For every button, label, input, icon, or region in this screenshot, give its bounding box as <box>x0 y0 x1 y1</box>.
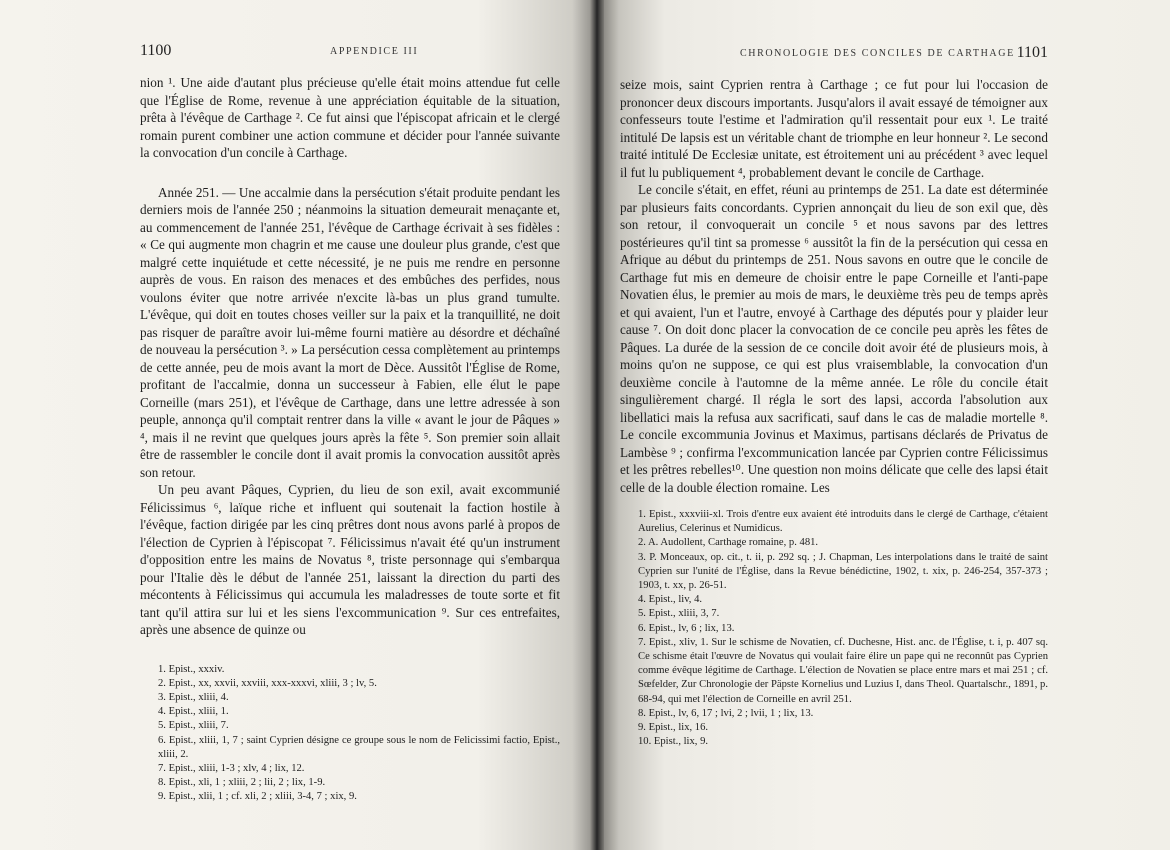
left-paragraph-2: Année 251. — Une accalmie dans la persécution s'était produite pendant les derniers mois de l'année 250 ; néanmoins la situation demeurait menaçante et, au commencement de l'année 251, l'évêque de Carthage écrivait à ses fidèles : « Ce qui augmente mon chagrin et me cause une douleur plus grande, c'est que malgré cette inquiétude et cette nécessité, je ne puis me rendre en personne auprès de vous. En raison des menaces et des embûches des perfides, nous voulons éviter que notre arrivée n'excite là-bas un plus grand tumulte. L'évêque, qui doit en toutes choses veiller sur la paix et la tranquillité, ne doit pas risquer de paraître avoir lui-même fourni matière au désordre et déchaîné de nouveau la persécution ³. » La persécution cessa complètement au printemps de cette année, peu de mois avant la mort de Dèce. Aussitôt l'Église de Rome, profitant de l'accalmie, donna un successeur à Fabien, elle élut le pape Corneille (mars 251), et l'évêque de Carthage, dans une lettre adressée à son peuple, annonça qu'il comptait rentrer dans la ville « avant le jour de Pâques » ⁴, mais il ne revint que quelques jours après la fête ⁵. Son premier soin allait être de rassembler le concile dont il avait promis la convocation aussitôt après son retour. <box>140 184 560 480</box>
right-page-number: 1101 <box>1016 44 1048 61</box>
footnote: 2. Epist., xx, xxvii, xxviii, xxx-xxxvi, xliii, 3 ; lv, 5. <box>158 677 377 689</box>
book-gutter <box>590 0 604 850</box>
right-page <box>596 0 1170 850</box>
right-footnotes <box>620 508 1048 749</box>
left-paragraph-3: Un peu avant Pâques, Cyprien, du lieu de son exil, avait excommunié Félicissimus ⁶, laïque riche et influent qui soutenait la faction hostile à l'évêque, faction dirigée par les cinq prêtres dont nous avons parlé à propos de l'élection de Cyprien à l'épiscopat ⁷. Félicissimus n'avait été qu'un instrument d'opposition entre les mains de Novatus ⁸, triste personnage qui s'embarqua pour l'Italie dès le début de l'année 251, laissant la direction du parti des mécontents à Félicissimus qui accumula les maladresses de toute sorte et fit tant qu'il attira sur lui et les siens l'excommunication ⁹. Sur ces entrefaites, après une absence de quinze ou <box>140 482 560 637</box>
right-paragraph-1: seize mois, saint Cyprien rentra à Carthage ; ce fut pour lui l'occasion de prononcer deux discours importants. Jusqu'alors il avait essayé de témoigner aux confesseurs toute l'estime et l'admiration qu'il ressentait pour eux ¹. Le traité intitulé De lapsis est un véritable chant de triomphe en leur honneur ². Le second traité intitulé De Ecclesiæ unitate, est étroitement uni au précédent ³ avec lequel il fut lu publiquement ⁴, probablement devant le concile de Carthage. <box>620 77 1048 180</box>
footnote: 5. Epist., xliii, 3, 7. <box>638 608 720 620</box>
footnote: 3. Epist., xliii, 4. <box>158 691 229 703</box>
footnote: 6. Epist., lv, 6 ; lix, 13. <box>638 622 735 634</box>
footnote: 2. A. Audollent, Carthage romaine, p. 481. <box>638 537 819 549</box>
footnote: 7. Epist., xliv, 1. Sur le schisme de Novatien, cf. Duchesne, Hist. anc. de l'Église, t. i, p. 407 sq. Ce schisme était l'œuvre de Novatus qui voulait faire élire un pape qui ne reconnût pas Cyprien comme évêque légitime de Carthage. L'élection de Novatien se place entre mars et mai 251 ; cf. Sœfelder, Zur Chronologie der Päpste Kornelius und Luzius I, dans Theol. Quartalschr., 1891, p. 68-94, qui met l'élection de Corneille en avril 251. <box>638 636 1048 705</box>
footnote: 3. P. Monceaux, op. cit., t. ii, p. 292 sq. ; J. Chapman, Les interpolations dans le traité de saint Cyprien sur l'unité de l'Église, dans la Revue bénédictine, 1902, t. xix, p. 246-254, 357-373 ; 1903, t. xx, p. 26-51. <box>638 551 1048 592</box>
footnote: 4. Epist., xliii, 1. <box>158 706 229 718</box>
left-paragraph-1: nion ¹. Une aide d'autant plus précieuse qu'elle était moins attendue fut celle que l'Église de Rome, revenue à une appréciation équitable de la situation, prêta à l'évêque de Carthage ². Ce fut ainsi que l'épiscopat africain et le clergé romain purent combiner une action commune et décider pour l'année suivante la convocation d'un concile à Carthage. <box>140 75 560 160</box>
footnote: 1. Epist., xxxiv. <box>158 663 225 675</box>
footnote: 9. Epist., xlii, 1 ; cf. xli, 2 ; xliii, 3-4, 7 ; xix, 9. <box>158 791 357 803</box>
footnote: 6. Epist., xliii, 1, 7 ; saint Cyprien désigne ce groupe sous le nom de Felicissimi factio, Epist., xliii, 2. <box>158 734 560 760</box>
footnote: 1. Epist., xxxviii-xl. Trois d'entre eux avaient été introduits dans le clergé de Carthage, c'étaient Aurelius, Celerinus et Numidicus. <box>638 509 1048 535</box>
right-running-head: CHRONOLOGIE DES CONCILES DE CARTHAGE <box>740 48 1015 59</box>
right-page-header <box>620 42 1048 68</box>
footnote: 8. Epist., xli, 1 ; xliii, 2 ; lii, 2 ; lix, 1-9. <box>158 777 326 789</box>
left-page-number: 1100 <box>140 42 172 59</box>
left-page-header <box>140 40 560 66</box>
left-running-head: APPENDICE III <box>330 46 419 57</box>
footnote: 10. Epist., lix, 9. <box>638 736 709 748</box>
footnote: 9. Epist., lix, 16. <box>638 722 709 734</box>
left-footnotes <box>140 663 560 805</box>
footnote: 7. Epist., xliii, 1-3 ; xlv, 4 ; lix, 12. <box>158 762 305 774</box>
footnote: 8. Epist., lv, 6, 17 ; lvi, 2 ; lvii, 1 ; lix, 13. <box>638 707 814 719</box>
footnote: 5. Epist., xliii, 7. <box>158 720 229 732</box>
footnote: 4. Epist., liv, 4. <box>638 594 703 606</box>
right-paragraph-2: Le concile s'était, en effet, réuni au printemps de 251. La date est déterminée par plusieurs faits concordants. Cyprien annonçait du lieu de son exil que, dès son retour, il convoquerait un concile ⁵ et nous savons par des lettres postérieures qu'il tint sa promesse ⁶ aussitôt la fin de la persécution qui cessa en Afrique au début du printemps de 251. Nous savons en outre que le concile de Carthage fut mis en demeure de choisir entre le pape Corneille et l'anti-pape Novatien élus, le premier au mois de mars, le deuxième très peu de temps après et qui avaient, l'un et l'autre, envoyé à Carthage des députés pour y plaider leur cause ⁷. On doit donc placer la convocation de ce concile peu après les fêtes de Pâques. La durée de la session de ce concile doit avoir été de plusieurs mois, à moins qu'on ne suppose, ce qui est plus vraisemblable, la convocation d'un deuxième concile à l'automne de la même année. Le rôle du concile était singulièrement chargé. Il régla le sort des lapsi, accorda l'absolution aux libellatici mais la refusa aux sacrificati, sauf dans le cas de maladie mortelle ⁸. Le concile excommunia Jovinus et Maximus, partisans déclarés de Privatus de Lambèse ⁹ ; confirma l'excommunication lancée par Cyprien contre Félicissimus et les prêtres rebelles¹⁰. Une question non moins délicate que celle des lapsi était celle de la double élection romaine. Les <box>620 182 1048 495</box>
